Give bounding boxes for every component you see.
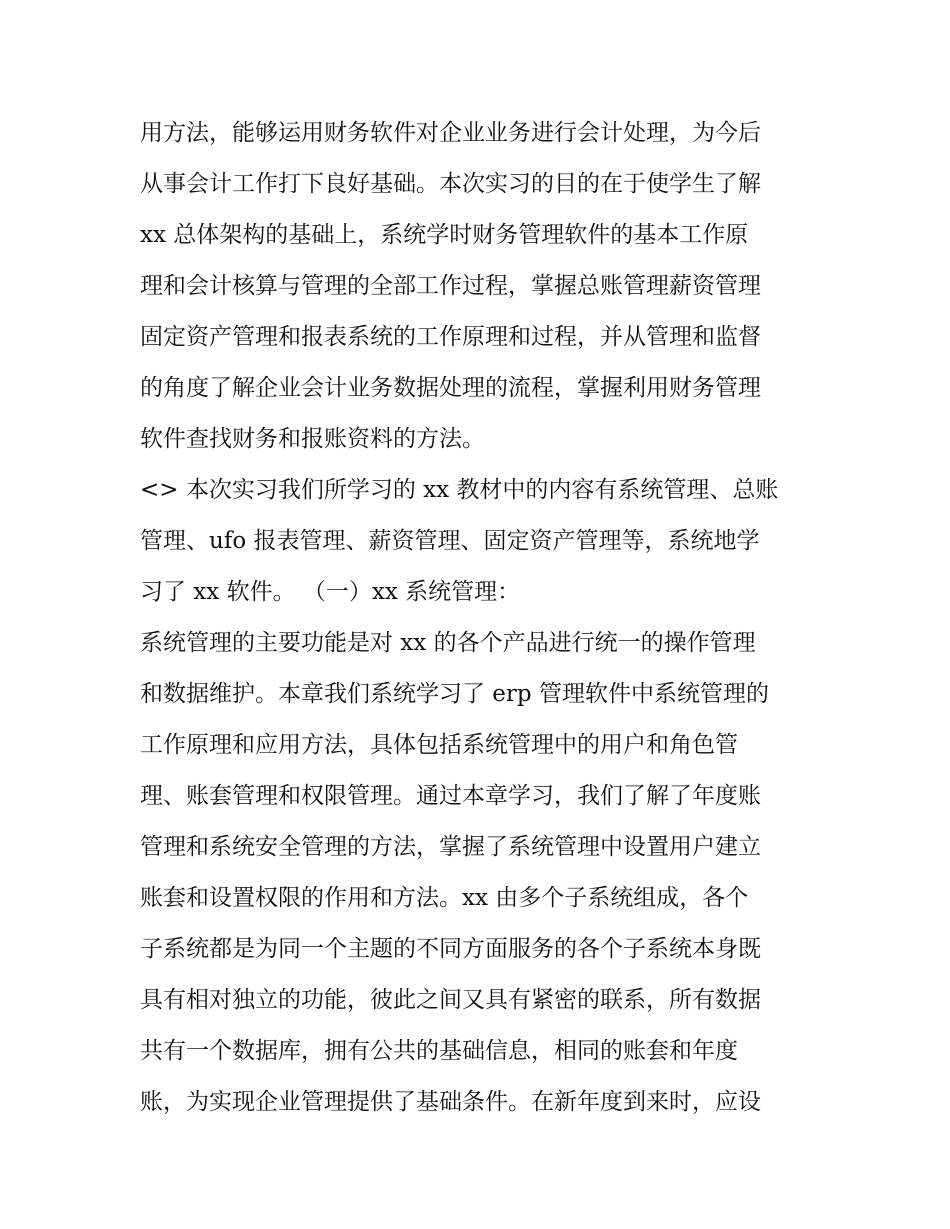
text-line: 工作原理和应用方法，具体包括系统管理中的用户和角色管 xyxy=(140,732,738,758)
text-line: 从事会计工作打下良好基础。本次实习的目的在于使学生了解 xyxy=(140,171,761,197)
body-text xyxy=(140,108,812,1128)
text-line: 的角度了解企业会计业务数据处理的流程，掌握利用财务管理 xyxy=(140,375,761,401)
text-line: 系统管理的主要功能是对 xx 的各个产品进行统一的操作管理 xyxy=(140,630,756,656)
text-line: 软件查找财务和报账资料的方法。 xyxy=(140,426,485,452)
text-line: 子系统都是为同一个主题的不同方面服务的各个子系统本身既 xyxy=(140,936,761,962)
text-line: 管理、ufo 报表管理、薪资管理、固定资产管理等，系统地学 xyxy=(140,528,760,554)
text-line: <> 本次实习我们所学习的 xx 教材中的内容有系统管理、总账 xyxy=(140,477,779,503)
text-line: 账套和设置权限的作用和方法。xx 由多个子系统组成，各个 xyxy=(140,885,749,911)
text-line: 理和会计核算与管理的全部工作过程，掌握总账管理薪资管理 xyxy=(140,273,761,299)
text-line: 固定资产管理和报表系统的工作原理和过程，并从管理和监督 xyxy=(140,324,761,350)
text-line: 管理和系统安全管理的方法，掌握了系统管理中设置用户建立 xyxy=(140,834,761,860)
text-line: 共有一个数据库，拥有公共的基础信息，相同的账套和年度 xyxy=(140,1038,738,1064)
text-line: 具有相对独立的功能，彼此之间又具有紧密的联系，所有数据 xyxy=(140,987,761,1013)
text-line: 用方法，能够运用财务软件对企业业务进行会计处理，为今后 xyxy=(140,120,761,146)
text-line: 习了 xx 软件。 （一）xx 系统管理： xyxy=(140,579,521,605)
text-line: 和数据维护。本章我们系统学习了 erp 管理软件中系统管理的 xyxy=(140,681,769,707)
text-line: 账，为实现企业管理提供了基础条件。在新年度到来时，应设 xyxy=(140,1089,761,1115)
text-line: 理、账套管理和权限管理。通过本章学习，我们了解了年度账 xyxy=(140,783,761,809)
text-line: xx 总体架构的基础上，系统学时财务管理软件的基本工作原 xyxy=(140,222,749,248)
